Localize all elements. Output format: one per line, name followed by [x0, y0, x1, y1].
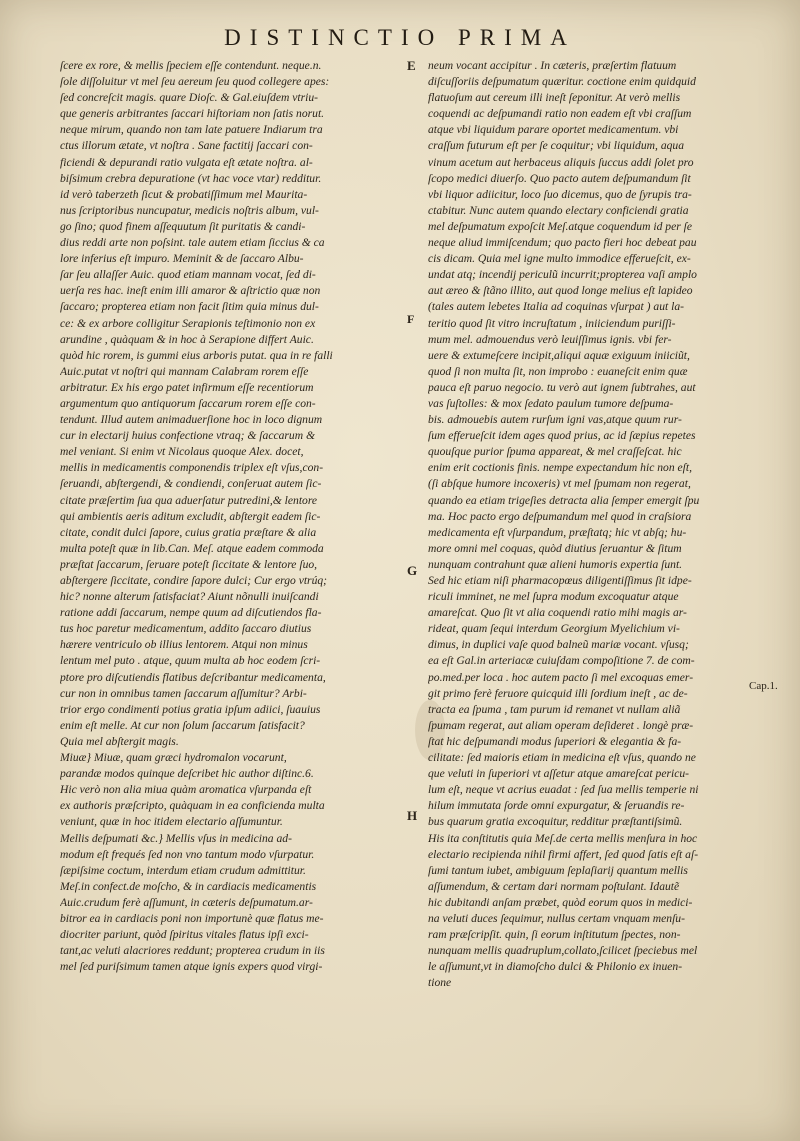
text-line: ſtat hic deſpumandi modus ſuperiori & elegantia & fa-: [428, 734, 682, 748]
text-line: lentum mel puto . atque, quum multa ab hoc eodem ſcri-: [60, 654, 321, 668]
text-line: ſpumam regerat, aut aliam operam deſideret . longè præ-: [428, 718, 694, 732]
text-line: craſſum futurum eſt per ſe coquitur; vbi liquidum, aqua: [428, 139, 685, 153]
text-line: tracta ea ſpuma , tam purum id remanet vt nullam aliã: [428, 702, 681, 716]
text-line: cur in electarij huius confectione vtraq; & ſaccarum &: [60, 429, 316, 443]
text-line: cilitate: ſed maioris etiam in medicina eſt vſus, quando ne: [428, 751, 696, 765]
text-line: ex authoris præſcripto, quàquam in ea conficienda multa: [60, 799, 325, 813]
text-line: dius reddi arte non poſsint. tale autem etiam ſiccius & ca: [60, 236, 325, 250]
text-line: le aſſumunt,vt in diamoſcho dulci & Philonio ex inuen-: [428, 960, 683, 974]
text-line: go ſino; quod finem aſſequutum ſit puritatis & candi-: [60, 219, 306, 233]
text-line: (ſi abſque humore incoxeris) vt mel ſpumam non regerat,: [428, 477, 691, 491]
text-line: citate, condit dulci ſapore, cuius gratia præſtare & alia: [60, 525, 317, 539]
text-line: ſæpiſsime coctum, interdum etiam crudum admittitur.: [60, 863, 306, 877]
text-line: uerſa res hac. ineſt enim illi amaror & aſtrictio quæ non: [60, 284, 321, 298]
text-line: His ita conſtitutis quia Meſ.de certa mellis menſura in hoc: [428, 831, 698, 845]
text-line: mellis in medicamentis componendis triplex eſt vſus,con-: [60, 461, 324, 475]
text-line: coquendi ac deſpumandi ratio non eadem eſt vbi craſſum: [428, 107, 692, 121]
text-line: hic? nonne alterum ſatisfaciat? Aiunt nõnulli inuiſcandi: [60, 590, 319, 604]
text-line: tus hoc paretur medicamentum, addito ſaccaro diutius: [60, 622, 312, 636]
text-line: biſsimum crebra depuratione (vt hac voce vtar) redditur.: [60, 171, 322, 185]
text-line: lore inferius eſt impuro. Meminit & de ſaccaro Albu-: [60, 252, 304, 266]
text-line: mel ſed puriſsimum tamen atque ignis expers quod virgi-: [60, 960, 323, 974]
margin-note-cap: Cap.1.: [749, 680, 778, 692]
text-line: electario recipienda nihil firmi affert, ſed quod ſatis eſt aſ-: [428, 847, 699, 861]
text-line: qui ambientis aeris aditum excludit, abſtergit eadem ſic-: [60, 509, 321, 523]
text-line: hærere ventriculo ob illius lentorem. Atqui non minus: [60, 638, 308, 652]
text-line: bitror ea in cardiacis poni non importunè quæ flatus me-: [60, 911, 324, 925]
text-line: cis dicam. Quia mel igne multo immodice efferueſcit, ex-: [428, 252, 691, 266]
text-line: ſaccaro; propterea etiam non facit ſitim quia minus dul-: [60, 300, 319, 314]
text-line: uere & extumeſcere incipit,aliqui aquæ exiguum iniiciũt,: [428, 348, 690, 362]
text-line: neque aliud immiſcendum; quo pacto fieri hoc debeat pau: [428, 236, 697, 250]
text-line: que generis arbitrantes ſaccari hiſtoriam non ſatis norut.: [60, 107, 325, 121]
text-line: (tales autem lebetes Italia ad coquinas vſurpat ) aut la-: [428, 300, 684, 314]
text-line: ſed concreſcit magis. quare Dioſc. & Gal.eiuſdem vtriu-: [60, 91, 319, 105]
right-column: [428, 58, 782, 991]
text-line: argumentum quo antiquorum ſaccarum rorem eſſe con-: [60, 396, 316, 410]
text-line: Sed hic etiam niſi pharmacopœus diligentiſſimus ſit idpe-: [428, 574, 692, 587]
text-line: ptore pro diſcutiendis flatibus deſcribantur medicamenta,: [60, 670, 326, 684]
text-line: ma. Hoc pacto ergo deſpumandum mel quod in craſsiora: [428, 509, 692, 523]
text-line: citate præſertim ſua qua aduerſatur putredini,& lentore: [60, 493, 318, 507]
text-line: mel deſpumatum expoſcit Meſ.atque coquendum id per ſe: [428, 219, 693, 233]
section-marker-g: G: [407, 563, 418, 578]
text-line: ſum efferueſcit idem ages quod prius, ac id ſæpius repetes: [428, 429, 696, 443]
text-line: hic dubitandi anſam præbet, quòd eorum quos in medici-: [428, 895, 693, 909]
text-line: riculi imminet, ne mel ſupra modum excoquatur atque: [428, 590, 679, 604]
text-line: ctabitur. Nunc autem quando electary conficiendi gratia: [428, 203, 689, 217]
running-header: DISTINCTIO PRIMA: [224, 25, 576, 50]
text-line: trior ergo condimenti potius gratia ipſum adiici, ſuauius: [60, 702, 321, 716]
section-marker-f: F: [407, 312, 415, 326]
text-line: undat atq; incendij periculũ incurrit;propterea vaſi amplo: [428, 268, 697, 282]
text-line: ce: & ex arbore colligitur Serapionis teſtimonio non ex: [60, 316, 316, 330]
text-line: mum mel. admouendus verò leuiſſimus ignis. vbi fer-: [428, 332, 672, 346]
text-line: ſcopo medici diuerſo. Quo pacto autem deſpumandum ſit: [428, 171, 691, 185]
text-line: neum vocant accipitur . In cæteris, præſertim flatuum: [428, 59, 677, 72]
text-line: rideat, quam ſequi interdum Georgium Myelichium vi-: [428, 622, 680, 636]
text-line: more omni mel coquas, quòd diutius ſeruantur & ſitum: [428, 541, 682, 555]
text-line: cur non in omnibus tamen ſaccarum aſſumitur? Arbi-: [60, 686, 307, 700]
text-line: que veluti in ſuperiori vt aſſetur atque amareſcat pericu-: [428, 767, 690, 781]
text-line: ſar ſeu allaſſer Auic. quod etiam mannam vocat, ſed di-: [60, 268, 316, 282]
text-line: po.med.per loca . hoc autem pacto ſi mel excoquas emer-: [428, 670, 694, 684]
text-line: vas ſuſtolles: & mox ſedato paulum tumore deſpuma-: [428, 396, 674, 410]
text-line: mel veniant. Si enim vt Nicolaus quoque Alex. docet,: [60, 445, 304, 459]
text-line: tant,ac veluti alacriores reddunt; propterea crudum in iis: [60, 944, 325, 958]
text-line: modum eſt frequés ſed non vno tantum modo vſurpatur.: [60, 847, 315, 861]
left-column: [60, 58, 415, 975]
text-line: aut æreo & ſtãno illito, aut quod longe melius eſt lapideo: [428, 284, 693, 298]
text-line: teritio quod ſit vitro incruſtatum , iniiciendum puriſſi-: [428, 316, 676, 330]
text-line: quòd hic rorem, is gummi eius arboris putat. qua in re falli: [60, 348, 333, 362]
text-line: Hic verò non alia miua quàm aromatica vſurpanda eſt: [60, 783, 312, 797]
text-line: git primo ferè feruore quicquid illi ſordium ineſt , ac de-: [428, 686, 688, 700]
text-line: diocriter pariunt, quòd ſpiritus vitales flatus ipſi exci-: [60, 928, 309, 942]
text-line: Mellis deſpumati &c.} Mellis vſus in medicina ad-: [60, 831, 292, 845]
text-line: medicamenta eſt vſurpandum, præſtatq; hic vt abſq; hu-: [428, 525, 687, 539]
text-line: nunquam mellis quadruplum,collato,ſcilicet ſpeciebus mel: [428, 944, 698, 958]
text-line: id verò taberzeth ſicut & probatiſſimum mel Maurita-: [60, 187, 308, 201]
text-line: bus quarum gratia excoquitur, redditur præſtantiſsimũ.: [428, 815, 683, 829]
text-line: hilum immutata ſorde omni expurgatur, & ſeruandis re-: [428, 799, 685, 813]
text-line: veniunt, quæ in hoc itidem electario aſſumuntur.: [60, 815, 283, 829]
text-line: quando ea etiam trigeſies detracta alia ſemper emergit ſpu: [428, 493, 700, 507]
text-line: parandæ modos quinque deſcribet hic author diſtinc.6.: [60, 767, 314, 781]
section-marker-h: H: [407, 808, 418, 823]
text-line: Meſ.in confect.de moſcho, & in cardiacis medicamentis: [60, 879, 317, 893]
text-line: flatuoſum aut cereum illi ineſt ſeponitur. At verò mellis: [428, 91, 681, 105]
text-line: ctus illorum ætate, vt noſtra . Sane factitij ſaccari con-: [60, 139, 313, 153]
text-line: tione: [428, 976, 452, 990]
text-line: enim eſt melle. At cur non ſolum ſaccarum ſatisfacit?: [60, 718, 305, 732]
text-line: pauca eſt paruo negocio. tu verò aut ignem ſubtrahes, aut: [428, 380, 696, 394]
text-line: Miuæ} Miuæ, quam græci hydromalon vocarunt,: [60, 751, 287, 765]
text-line: vbi liquor adiicitur, loco ſuo dicemus, quo de ſyrupis tra-: [428, 187, 692, 201]
text-line: bis. admouebis autem rurſum igni vas,atque quum rur-: [428, 413, 682, 427]
text-line: Auic.crudum ferè aſſumunt, in cæteris deſpumatum.ar-: [60, 895, 313, 909]
text-line: ratione addi ſaccarum, nempe quum ad diſcutiendos fla-: [60, 606, 322, 620]
text-line: amareſcat. Quo ſit vt alia coquendi ratio mihi magis ar-: [428, 606, 687, 620]
text-line: enim erit coctionis finis. nempe expectandum hic non eſt,: [428, 461, 693, 475]
text-line: præſtat ſaccarum, ſeruare poteſt ſiccitate & lentore ſuo,: [60, 557, 318, 571]
section-marker-e: E: [407, 58, 416, 73]
text-line: Auic.putat vt noſtri qui mannam Calabram rorem eſſe: [60, 364, 309, 378]
text-line: diſcuſſoriis deſpumatum quæritur. coctione enim quidquid: [428, 75, 696, 89]
text-line: abſtergere ſiccitate, condire ſapore dulci; Cur ergo vtrúq;: [60, 574, 328, 587]
text-line: na veluti duces ſequimur, nullus certam vnquam menſu-: [428, 911, 685, 925]
text-line: arundine , quàquam & in hoc à Serapione differt Auic.: [60, 332, 314, 346]
text-line: atque vbi liquidum parare oportet medicamentum. vbi: [428, 123, 679, 137]
text-line: nunquam contrahunt quæ alieni humoris expertia ſunt.: [428, 557, 683, 571]
text-line: tendunt. Illud autem animaduerſione hoc in loco dignum: [60, 413, 323, 427]
text-line: lum eſt, neque vt acrius euadat : ſed ſua mellis temperie ni: [428, 783, 699, 797]
text-line: dimus, in duplici vaſe quod balneũ mariæ vocant. vſusq;: [428, 638, 689, 652]
text-line: ſole diſſoluitur vt mel ſeu aereum ſeu quod collegere apes:: [60, 75, 330, 89]
text-line: ea eſt Gal.in arteriacæ cuiuſdam compoſitione 7. de com-: [428, 654, 695, 668]
text-line: ſcere ex rore, & mellis ſpeciem eſſe contendunt. neque.n.: [60, 59, 322, 72]
text-line: ram præſcripſit. quin, ſi eorum inſtitutum ſpectes, non-: [428, 928, 681, 942]
text-line: vinum acetum aut herbaceus aliquis ſuccus addi ſolet pro: [428, 155, 694, 169]
text-line: nus ſcriptoribus nuncupatur, medicis noſtris album, vul-: [60, 203, 319, 217]
text-line: arbitratur. Ex his ergo patet infirmum eſſe recentiorum: [60, 380, 314, 394]
text-line: neque mirum, quando non tam late patuere Indiarum tra: [60, 123, 323, 137]
text-line: multa poteſt quæ in lib.Can. Meſ. atque eadem commoda: [60, 541, 324, 555]
text-line: aſſumendum, & certam dari normam poſtulant. Idautẽ: [428, 879, 680, 893]
text-line: Quia mel abſtergit magis.: [60, 734, 179, 748]
text-line: quod ſi non multa ſit, non improbo : euaneſcit enim quæ: [428, 364, 688, 378]
text-line: ſeruandi, abſtergendi, & condiendi, conſeruat autem ſic-: [60, 477, 322, 491]
text-line: ſumi tantum iubet, ambiguum ſeplaſiarij quantum mellis: [428, 863, 688, 877]
text-line: quouſque purior ſpuma appareat, & mel craſſeſcat. hic: [428, 445, 682, 459]
text-line: ficiendi & depurandi ratio vulgata eſt ætate noſtra. al-: [60, 155, 313, 169]
